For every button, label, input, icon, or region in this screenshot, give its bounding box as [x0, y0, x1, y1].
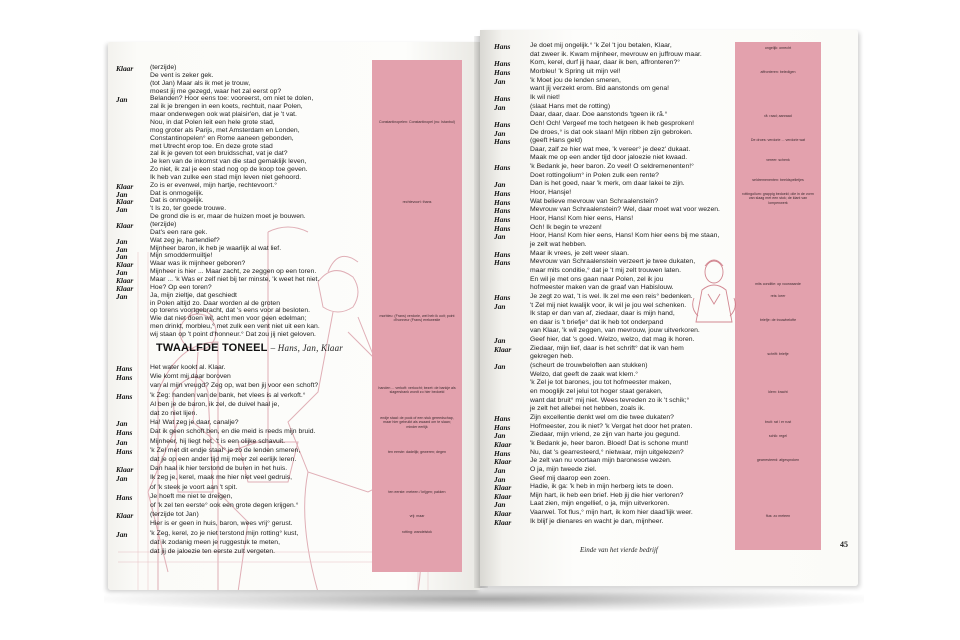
line-text: op torens voortgebracht, dat 's eens voor al besloten. — [150, 307, 310, 315]
line-text: hofmeester maken van de graaf van Habislouw. — [530, 284, 674, 292]
speaker-name: Hans — [494, 163, 511, 173]
line-text: Dat is onmogelijk. — [150, 189, 204, 197]
line-text: Wie komt mij daar boroven — [150, 373, 231, 381]
speaker-name: Klaar — [494, 344, 512, 354]
speaker-name: Hans — [494, 67, 511, 77]
line-text: Ik wil niet! — [530, 93, 560, 101]
line-text: Mijnheer, hij liegt het, 't is een olijke schavuit. — [150, 437, 286, 445]
line-text: dat je op een ander tijd mij meer zel eerlijk leren. — [150, 456, 297, 463]
line-text: Kom, kerel, durf jij haar, daar ik ben, affronteren?° — [530, 59, 680, 67]
line-text: (terzijde) — [150, 64, 177, 71]
speaker-name: Klaar — [116, 511, 134, 521]
line-text: Mijn smoddermuiltje! — [150, 252, 213, 260]
line-text: Dat ik geen schoft ben, en die meid is reeds mijn bruid. — [150, 428, 316, 436]
margin-note: rechtevoort: thans — [402, 200, 432, 204]
margin-note: rã: raad; aanraad — [764, 114, 792, 118]
line-text: Zijn excellentie denkt wel om die twee dukaten? — [530, 413, 674, 421]
line-text: Waar was ik mijnheer geboren? — [150, 260, 246, 268]
line-text: want jij verzekt erom. Bid aanstonds om gena! — [530, 85, 670, 93]
act-ending: Einde van het vierde bedrijf — [580, 546, 658, 554]
speaker-name: Jan — [494, 128, 506, 138]
line-text: Dan is het goed, naar 'k merk, om daar lakei te zijn. — [530, 180, 685, 188]
line-text: Dat is onmogelijk. — [150, 197, 204, 205]
speaker-name: Klaar — [116, 283, 134, 293]
line-text: Je zelt van nu voortaan mijn baronesse wezen. — [530, 457, 672, 465]
margin-note: briefje: de trouwbelofte — [759, 318, 797, 322]
line-text: dat zweer ik. Kwam mijnheer, mevrouw en juffrouw maar. — [530, 50, 702, 58]
speaker-name: Hans — [494, 292, 511, 302]
line-text: Geef mij daarop een zoen. — [530, 474, 611, 482]
line-text: 'k Bedank je, heer baron. Zo veel! O seldremenenten!° — [530, 163, 694, 171]
speaker-name: Klaar — [116, 64, 134, 73]
right-page — [480, 30, 858, 586]
speaker-name: Jan — [494, 336, 506, 346]
line-text: Daar, daar, daar. Doe aanstonds 'tgeen ik rã.° — [530, 111, 668, 119]
speaker-name: Hans — [116, 373, 133, 383]
line-text: gekregen heb. — [530, 353, 574, 361]
speaker-name: Hans — [494, 59, 511, 69]
margin-note: flus: zo meteen — [765, 514, 791, 518]
margin-note: endje staal: de pook of een stuk gereedschap, maar hier gebruikt als zwaard om te slaan; minder eerlijk — [380, 416, 454, 429]
speaker-name: Hans — [494, 223, 511, 233]
line-text: Je ken van de inkomst van die stad gemaklijk leven, — [150, 158, 307, 166]
speaker-name: Hans — [494, 197, 511, 207]
line-text: Och! Ik begin te vrezen! — [530, 223, 602, 231]
line-text: maar mits conditie,° dat je 't mij zelt trouwen laten. — [530, 266, 681, 274]
speaker-name: Hans — [494, 93, 511, 103]
speaker-name: Jan — [116, 419, 128, 429]
line-text: Wie dat niet doen wil, acht men voor geen edelman; — [150, 315, 307, 323]
speaker-name: Klaar — [116, 260, 134, 270]
speaker-name: Jan — [116, 95, 128, 105]
page-number: 45 — [840, 540, 848, 549]
margin-note: Constantinopelen: Constantinopel (nu: Istanbul) — [379, 120, 455, 124]
line-text: mog groter als Parijs, met Amsterdam en Londen, — [150, 126, 300, 134]
line-text: Je doet mij ongelijk.° 'k Zel 't jou betalen, Klaar, — [530, 42, 672, 49]
line-text: Nou, in dat Polen leit een hele grote stad, — [150, 118, 275, 126]
line-text: Ziedaar, mijn lief, daar is het schrift° dat ik van hem — [530, 344, 684, 352]
margin-note: ongelijk: onrecht — [764, 46, 792, 50]
line-text: Dan haal ik hier terstond de buren in het huis. — [150, 465, 288, 473]
speaker-name: Jan — [116, 474, 128, 484]
speaker-name: Klaar — [494, 439, 512, 449]
margin-note: reis: keer — [770, 294, 786, 298]
speaker-name: Klaar — [494, 457, 512, 467]
speaker-name: Klaar — [116, 465, 134, 475]
line-text: (geeft Hans geld) — [530, 137, 583, 145]
speaker-name: Jan — [494, 500, 506, 510]
line-text: 'k Zeg, kerel, zo je niet terstond mijn rotting° kust, — [150, 529, 299, 537]
line-text: of 'k zel ten eerste° ook een grote degen krijgen.° — [150, 502, 299, 509]
line-text: Al ben je de baron, ik zel, de duivel haal je, — [150, 400, 280, 408]
speaker-name: Hans — [116, 492, 133, 502]
margin-note: De droes: verdorie ... verdorie wat — [750, 138, 806, 142]
line-text: 'k Zeg: handen van de bank, het vlees is al verkoft.° — [150, 391, 306, 399]
speaker-name: Klaar — [116, 197, 134, 207]
left-page — [108, 42, 480, 590]
margin-note: affronteren: beledigen — [760, 70, 796, 74]
speaker-name: Jan — [494, 465, 506, 475]
line-text: maar onderwegen ook wat plaisir'en, dat je 't vat. — [150, 111, 297, 119]
margin-note: vereer: schenk — [766, 158, 790, 162]
speaker-name: Hans — [494, 206, 511, 216]
line-text: Vaarwel. Tot flus,° mijn hart, ik kom hier daad'lijk weer. — [530, 509, 693, 517]
speaker-name: Jan — [494, 76, 506, 86]
line-text: Mijnheer baron, ik heb je waarlijk al wat lief. — [150, 244, 282, 252]
speaker-name: Klaar — [494, 509, 512, 519]
line-text: 'k Bedank je, heer baron. Bloed! Dat is schone munt! — [530, 439, 689, 447]
line-text: Mevrouw van Schraalenstein? Wel, daar moet wat voor wezen. — [530, 206, 720, 214]
margin-note: ten eerste: meteen / krijgen; pakken — [388, 490, 446, 494]
line-text: O ja, mijn tweede ziel. — [530, 465, 597, 473]
margin-note: schik: regel — [768, 434, 788, 438]
speaker-name: Hans — [494, 215, 511, 224]
line-text: Doet rottingolium° in Polen zulk een rente? — [530, 171, 659, 179]
speaker-name: Jan — [116, 437, 128, 447]
line-text: Geef hier, dat 's goed. Welzo, welzo, dat mag ik horen. — [530, 336, 695, 344]
speaker-name: Jan — [494, 301, 506, 311]
line-text: Constantinopelen° en Rome aaneen gebonden, — [150, 134, 294, 142]
speaker-name: Jan — [116, 291, 128, 301]
line-text: Daar, zalf ze hier wat mee, 'k vereer° je deez' dukaat. — [530, 145, 691, 153]
scene-title-text: TWAALFDE TONEEL — [156, 342, 268, 354]
line-text: Hofmeester, zou ik niet? 'k Vergat het door het praten. — [530, 422, 693, 430]
margin-note: handen ... verkoft: verkocht; bezet: de bankje als slagersbank wordt zo hier bedoeld — [378, 386, 456, 395]
line-text: Hoor, Hansje! — [530, 189, 572, 197]
line-text: Mijnheer is hier ... Maar zacht, ze zeggen op een toren. — [150, 268, 317, 276]
line-text: Ik blijf je dienares en wacht je dan, mijnheer. — [530, 517, 664, 525]
speaker-name: Jan — [116, 252, 128, 262]
speaker-name: Hans — [494, 448, 511, 458]
line-text: Hier is er geen in huis, baron, wees vrij° gerust. — [150, 520, 293, 528]
margin-note: ten eerste: dadelijk; geweren; degen — [388, 450, 446, 454]
speaker-name: Jan — [494, 232, 506, 242]
line-text: dat jij de jaloezie ten eerste zult vergeten. — [150, 548, 276, 555]
line-text: De grond die is er, maar de huizen moet je bouwen. — [150, 213, 306, 221]
line-text: Laat zien, mijn engellief, o ja, mijn uitverkoren. — [530, 500, 670, 508]
speaker-name: Hans — [494, 137, 511, 147]
speaker-name: Klaar — [116, 181, 134, 191]
speaker-name: Jan — [116, 529, 128, 539]
speaker-name: Hans — [494, 422, 511, 432]
speaker-name: Klaar — [494, 517, 512, 527]
margin-note: seldremenenten: beeldspelletjes — [752, 178, 804, 182]
line-text: moest jij me gezegd, waar het zal eerst op? — [150, 87, 282, 95]
speaker-name: Jan — [494, 362, 506, 372]
line-text: Hadie, ik ga: 'k heb in mijn herberg iets te doen. — [530, 483, 674, 491]
speaker-name: Hans — [116, 391, 133, 401]
margin-note: klem: kracht — [768, 390, 788, 394]
line-text: Ziedaar, mijn vriend, ze zijn van harte jou gegund. — [530, 431, 680, 439]
line-text: men drinkt, morbleu,° met zulk een vent niet uit een kan. — [150, 323, 320, 331]
line-text: en daar is 't briefje° dat ik heb tot onderpand — [530, 318, 664, 326]
right-margin-notes — [735, 42, 821, 550]
line-text: Zo niet, ik zal je een stad nog op de koop toe geven. — [150, 166, 308, 174]
left-margin-notes — [372, 60, 462, 572]
line-text: Je hoeft me niet te dreigen, — [150, 492, 233, 500]
line-text: want dat bruit° mij niet. Wees tevreden zo ik 't schik;° — [530, 396, 690, 404]
portrait-illustration — [688, 252, 740, 324]
speaker-name: Hans — [494, 189, 511, 199]
speaker-name: Jan — [116, 189, 128, 199]
line-text: (tot Jan) Maar als ik met je trouw, — [150, 79, 251, 87]
margin-note: morbleu: (Frans) verdorie, wel heb ik ooit; point d'honneur (Frans) erekwestie — [379, 314, 455, 323]
line-text: van Klaar, 'k wil zeggen, van mevrouw, jouw uitverkoren. — [530, 327, 700, 335]
speaker-name: Jan — [494, 431, 506, 441]
line-text: 'k Zel je tot barones, jou tot hofmeester maken, — [530, 379, 672, 387]
line-text: Nu, dat 's gearresteerd,° nietwaar, mijn uitgelezen? — [530, 448, 684, 456]
line-text: 't Zel mij niet kwalijk voor, ik wil je jou wel schenken. — [530, 301, 687, 309]
line-text: Ik heb van zulke een stad mijn leven niet gehoord. — [150, 173, 302, 181]
line-text: Hoor, Hans! Kom hier eens, Hans! Kom hier eens bij me staan, — [530, 232, 720, 240]
line-text: (scheurt de trouwbeloften aan stukken) — [530, 362, 648, 370]
speaker-name: Hans — [116, 364, 133, 373]
margin-note: gearresteerd: afgesproken — [756, 458, 800, 462]
line-text: Och! Och! Vergeef me toch hetgeen ik heb gesproken! — [530, 119, 694, 127]
line-text: De droes,° is dat ook slaan! Mijn ribben zijn gebroken. — [530, 128, 693, 136]
line-text: Hoor, Hans! Kom hier eens, Hans! — [530, 215, 634, 222]
line-text: dat ik zodanig meen je ruggestuk te meten, — [150, 538, 280, 546]
line-text: 'k Moet jou de lenden smeren, — [530, 76, 621, 84]
margin-note: rotting: wandelstok — [402, 530, 432, 534]
line-text: van al mijn vreugd? Zeg op, wat ben jij voor een schoft? — [150, 382, 319, 390]
speaker-name: Jan — [116, 268, 128, 278]
line-text: De vent is zeker gek. — [150, 71, 214, 79]
speaker-name: Klaar — [494, 483, 512, 493]
line-text: in Polen altijd zo. Daar worden al de groten — [150, 299, 280, 307]
line-text: Het water kookt al. Klaar. — [150, 364, 226, 371]
speaker-name: Jan — [494, 102, 506, 112]
line-text: (terzijde tot Jan) — [150, 511, 199, 519]
line-text: Ja, mijn zieltje, dat geschiedt — [150, 291, 237, 299]
line-text: (slaat Hans met de rotting) — [530, 102, 611, 110]
margin-note: vrij: maar — [409, 514, 425, 518]
line-text: je zelt het allebei net hebben, zoals ik. — [530, 405, 645, 413]
line-text: je zelt wat hebben. — [530, 240, 587, 248]
line-text: Wat zeg je, hartendief? — [150, 236, 220, 244]
speaker-name: Hans — [494, 258, 511, 268]
line-text: En wil je met ons gaan naar Polen, zel ik jou — [530, 275, 664, 283]
line-text: zal ik je brengen in een koets, rechtuit, naar Polen, — [150, 103, 303, 111]
line-text: Dat's een rare gek. — [150, 228, 208, 236]
line-text: Ik stap er dan van af, ziedaar, daar is mijn hand, — [530, 310, 675, 318]
line-text: Maar ... 'k Was er zelf niet bij ter minste, 'k weet het niet. — [150, 275, 320, 283]
speaker-name: Hans — [494, 249, 511, 259]
line-text: Maar ik vrees, je zelt weer slaan. — [530, 249, 629, 257]
line-text: Welzo, dat geeft de zaak wat klem.° — [530, 370, 638, 378]
margin-note: bruit: rat / er rust — [764, 420, 792, 424]
line-text: dat zo niet lijen. — [150, 410, 198, 417]
speaker-name: Jan — [494, 474, 506, 484]
line-text: Mijn hart, ik heb een brief. Heb jij die hier verloren? — [530, 491, 684, 499]
scene-title — [156, 342, 343, 354]
line-text: wij staan op 't point d'honneur.° Dat zou jij niet geloven. — [150, 330, 316, 338]
speaker-name: Jan — [494, 180, 506, 190]
line-text: en mooglijk zel jelui tot hoger staat geraken, — [530, 388, 663, 395]
line-text: Je zegt zo wat, 't is wel. Ik zel me een reis° bedenken. — [530, 292, 693, 300]
speaker-name: Hans — [116, 446, 133, 456]
speaker-name: Hans — [494, 413, 511, 423]
line-text: Zo is er evenwel, mijn hartje, rechtevoort.° — [150, 181, 278, 189]
margin-note: mits conditie: op voorwaarde — [755, 282, 801, 286]
line-text: 'k Zel met dit endje staal° je zo de lenden smeren, — [150, 446, 301, 454]
speaker-name: Hans — [116, 428, 133, 438]
speaker-name: Hans — [494, 119, 511, 129]
line-text: Ik zeg je, kerel, maak me hier niet veel gedruis, — [150, 474, 293, 482]
line-text: of 'k steek je voort aan 't spit. — [150, 483, 238, 491]
line-text: (terzijde) — [150, 221, 177, 228]
margin-note: schrift: briefje — [767, 352, 789, 356]
line-text: Mevrouw van Schraalenstein verzeert je twee dukaten, — [530, 258, 696, 266]
line-text: Ha! Wat zeg je daar, canalje? — [150, 419, 239, 427]
speaker-name: Jan — [116, 205, 128, 215]
speaker-name: Klaar — [116, 221, 134, 230]
margin-note: rottingolium: grappig bedoeld; olie in de vorm van slaag met een stok; de klant van lompenwerk — [742, 192, 814, 205]
speaker-name: Klaar — [494, 491, 512, 501]
line-text: Hoe? Op een toren? — [150, 283, 212, 291]
line-text: Belanden? Hoor eens toe: vooreerst, om niet te dolen, — [150, 95, 314, 103]
line-text: Wat believe mevrouw van Schraalenstein? — [530, 197, 659, 205]
speaker-name: Jan — [116, 236, 128, 246]
scene-subtitle: – Hans, Jan, Klaar — [270, 343, 343, 353]
line-text: zal ik je geven tot een bruidsschat, vat je dat? — [150, 150, 288, 158]
line-text: Morbleu! 'k Spring uit mijn vel! — [530, 67, 621, 75]
speaker-name: Jan — [116, 244, 128, 254]
line-text: Maak me op een ander tijd door jaloezie niet kwaad. — [530, 154, 688, 162]
line-text: met Utrecht erop toe. En deze grote stad — [150, 142, 273, 150]
speaker-name: Klaar — [116, 275, 134, 285]
speaker-name: Hans — [494, 42, 511, 51]
line-text: 't Is zo, ter goede trouwe. — [150, 205, 227, 213]
